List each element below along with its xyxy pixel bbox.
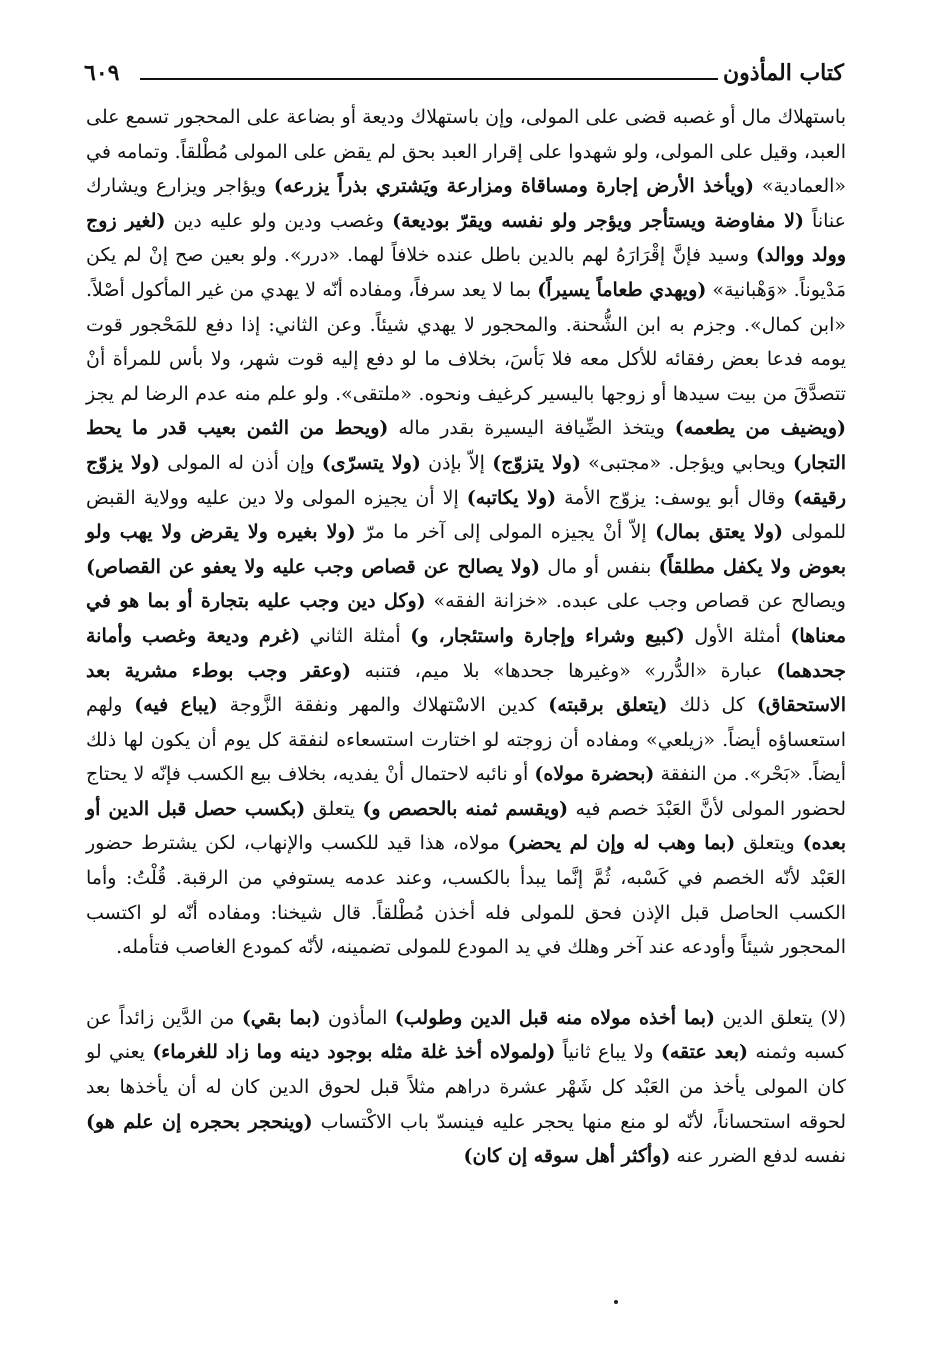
page-number: ٦٠٩	[84, 60, 120, 86]
matn-segment: (ولا يزوّج رقيقه)	[86, 451, 846, 509]
text-segment: إلاّ بإذن	[420, 451, 493, 474]
matn-segment: (ويحط من الثمن بعيب قدر ما يحط التجار)	[86, 417, 846, 474]
matn-segment: (وكل دين وجب عليه بتجارة أو بما هو في معناها)	[86, 590, 847, 647]
matn-segment: (ولا يتسرّى)	[321, 451, 421, 474]
text-segment: وغصب ودين ولو عليه دين	[165, 209, 393, 232]
matn-segment: (بكسب حصل قبل الدين أو بعده)	[86, 797, 847, 855]
matn-segment: (ولا بغيره ولا يقرض ولا يهب ولو بعوض ولا يكفل مطلقاً)	[86, 521, 846, 578]
text-segment: إلاّ أنْ يجيزه المولى إلى آخر ما مرّ	[355, 521, 656, 544]
page-body	[86, 100, 846, 1174]
text-segment: كل ذلك	[667, 694, 757, 717]
matn-segment: (بحضرة مولاه)	[534, 763, 655, 786]
text-segment: أمثلة الأول	[684, 624, 791, 647]
text-segment: ويحابي ويؤجل. «مجتبى»	[580, 451, 793, 474]
text-segment: باستهلاك مال أو غصبه قضى على المولى، وإن باستهلاك وديعة أو بضاعة على المحجور تسمع على العبد، وقيل على المولى، ولو شهدوا على إقرار العبد بحق لم يقض على المولى مُطْلقاً. وتمامه في «العمادية»	[86, 106, 847, 198]
text-segment: وقال أبو يوسف: يزوّج الأمة	[556, 486, 794, 509]
matn-segment: (بما بقي)	[241, 1006, 321, 1029]
scan-dot	[614, 1300, 618, 1304]
matn-segment: (ولمولاه أخذ غلة مثله بوجود دينه وما زاد للغرماء)	[152, 1041, 556, 1064]
chapter-title: كتاب المأذون	[723, 60, 844, 86]
matn-segment: (ويضيف من يطعمه)	[674, 417, 846, 440]
text-segment: إلا أن يجيزه المولى ولا دين عليه وولاية القبض للمولى	[86, 486, 846, 544]
header-rule	[140, 78, 718, 80]
matn-segment: (لغير زوج وولد ووالد)	[86, 209, 846, 267]
text-segment: نفسه لدفع الضرر عنه	[670, 1145, 846, 1168]
text-segment: وإن أذن له المولى	[160, 451, 322, 474]
paragraph-1	[86, 100, 846, 965]
matn-segment: (ولا يصالح عن قصاص وجب عليه ولا يعفو عن القصاص)	[86, 555, 541, 578]
text-segment: ويتعلق	[735, 832, 803, 855]
text-segment: المأذون	[320, 1006, 395, 1029]
matn-segment: (يباع فيه)	[134, 694, 218, 717]
text-segment: أمثلة الثاني	[300, 624, 411, 647]
matn-segment: (لا مفاوضة ويستأجر ويؤجر ولو نفسه ويقرّ بوديعة)	[392, 209, 804, 232]
text-segment: يعني لو كان المولى يأخذ من العَبْد كل شَهْر عشرة دراهم مثلاً قبل لحوق الدين كان له أن يأخذها بعد لحوقه استحساناً، لأنّه لو منع منها يحجر عليه فينسدّ باب الاكْتساب	[86, 1041, 846, 1133]
text-segment: وسيد فإنَّ إقْرَارَهُ لهم بالدين باطل عنده خلافاً لهما. «درر». ولو بعين صح إنْ لم يكن مَدْيوناً. «وَهْبانية»	[86, 244, 846, 301]
matn-segment: (كبيع وشراء وإجارة واستئجار، و)	[410, 624, 685, 647]
matn-segment: (ولا يكاتبه)	[466, 486, 557, 509]
text-segment: كدين الاسْتهلاك والمهر ونفقة الزَّوجة	[217, 694, 549, 717]
matn-segment: (ويأخذ الأرض إجارة ومساقاة ومزارعة ويَشتري بذراً يزرعه)	[273, 175, 755, 198]
text-segment: من الدَّين زائداً عن كسبه وثمنه	[86, 1006, 846, 1064]
text-segment: عبارة «الدُّرر» «وغيرها جحدها» بلا ميم، فتنبه	[350, 659, 777, 682]
matn-segment: (ولا يعتق بمال)	[655, 521, 784, 544]
matn-segment: (غرم وديعة وغصب وأمانة جحدهما)	[86, 624, 846, 682]
paragraph-gap	[86, 965, 846, 1001]
matn-segment: (ويقسم ثمنه بالحصص و)	[362, 797, 569, 820]
text-segment: ولا يباع ثانياً	[555, 1041, 661, 1064]
matn-segment: (بعد عتقه)	[660, 1041, 749, 1064]
matn-segment: (يتعلق برقبته)	[548, 694, 668, 717]
matn-segment: (ولا يتزوّج)	[492, 451, 581, 474]
matn-segment: (وأكثر أهل سوقه إن كان)	[463, 1145, 671, 1168]
text-segment: ويتخذ الضِّيافة اليسيرة بقدر ماله	[388, 417, 675, 440]
text-segment: أو نائبه لاحتمال أنْ يفديه، بخلاف بيع الكسب فإنّه لا يحتاج لحضور المولى لأنَّ العَبْدَ خصم فيه	[86, 763, 847, 820]
text-segment: (لا) يتعلق الدين	[715, 1006, 846, 1029]
matn-segment: (بما وهب له وإن لم يحضر)	[507, 832, 736, 855]
matn-segment: (بما أخذه مولاه منه قبل الدين وطولب)	[394, 1006, 716, 1029]
paragraph-2	[86, 1001, 846, 1174]
text-segment: يتعلق	[305, 797, 363, 820]
text-segment: ويؤاجر ويزارع ويشارك عناناً	[86, 175, 846, 232]
matn-segment: (وعقر وجب بوطء مشرية بعد الاستحقاق)	[86, 659, 846, 717]
text-segment: مولاه، هذا قيد للكسب والإنهاب، لكن يشترط حضور العَبْد لأنّه الخصم في كَسْبه، ثُمَّ إنَّما يبدأ بالكسب، وعند عدمه يستوفي من الرقبة. قُلْتُ: وأما الكسب الحاصل قبل الإذن فحق للمولى فله أخذن مُطْلقاً. قال شيخنا: ومفاده أنّه لو اكتسب المحجور شيئاً وأودعه عند آخر وهلك في يد المودع للمولى تضمينه، لأنّه كمودع الغاصب فتأمله.	[86, 832, 846, 959]
text-segment: بنفس أو مال	[540, 555, 659, 578]
matn-segment: (ويهدي طعاماً يسيراً)	[537, 278, 707, 301]
matn-segment: (وينحجر بحجره إن علم هو)	[86, 1110, 313, 1133]
page-header	[84, 56, 844, 96]
text-segment: بما لا يعد سرفاً، ومفاده أنّه لا يهدي من غير المأكول أصْلاً. «ابن كمال». وجزم به ابن الشُّحنة. والمحجور لا يهدي شيئاً. وعن الثاني: إذا دفع للمَحْجور قوت يومه فدعا بعض رفقائه للأكل معه فلا بَأسَ، بخلاف ما لو دفع إليه قوت شهر، ولا بأس للمرأة أنْ تتصدَّقَ من بيت سيدها أو زوجها باليسير كرغيف ونحوه. «ملتقى». ولو علم منه عدم الرضا لم يجز	[86, 278, 846, 405]
text-segment: ويصالح عن قصاص وجب على عبده. «خزانة الفقه»	[425, 590, 846, 613]
text-segment: ولهم استعساؤه أيضاً. «زيلعي» ومفاده أن زوجته لو اختارت استسعاءه لنفقة كل يوم أن يكون لها ذلك أيضاً. «بَحْر». من النفقة	[86, 694, 846, 786]
